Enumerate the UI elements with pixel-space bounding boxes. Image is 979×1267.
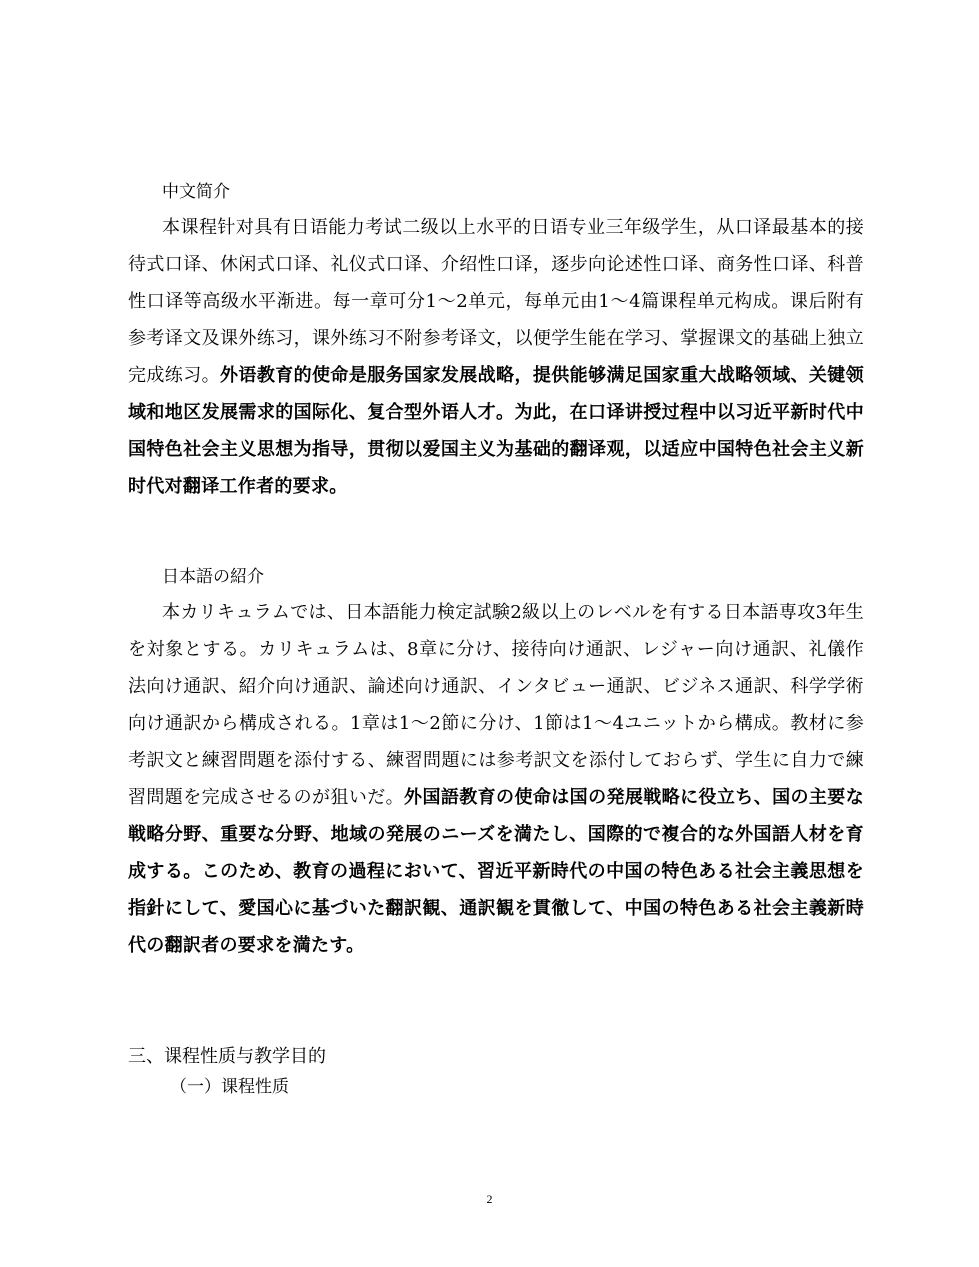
section-3-subheading: （一）课程性质 (170, 1077, 289, 1097)
japanese-intro-bold-text: 外国語教育の使命は国の発展戦略に役立ち、国の主要な戦略分野、重要な分野、地域の発展のニーズを満たし、国際的で複合的な外国語人材を育成する。このため、教育の過程において、習近平新時代の中国の特色ある社会主義思想を指針にして、愛国心に基づいた翻訳観、通訳観を貫徹して、中国の特色ある社会主義新時代の翻訳者の要求を満たす。 (128, 787, 865, 956)
japanese-intro-paragraph (128, 594, 864, 964)
chinese-intro-heading: 中文简介 (162, 182, 230, 202)
section-3-heading: 三、课程性质与教学目的 (128, 1046, 326, 1067)
chinese-intro-section (128, 175, 864, 505)
chinese-intro-bold-text: 外语教育的使命是服务国家发展战略，提供能够满足国家重大战略领域、关键领域和地区发展需求的国际化、复合型外语人才。为此，在口译讲授过程中以习近平新时代中国特色社会主义思想为指导，贯彻以爱国主义为基础的翻译观，以适应中国特色社会主义新时代对翻译工作者的要求。 (128, 365, 864, 497)
japanese-intro-section (128, 560, 864, 964)
chinese-intro-text: 本课程针对具有日语能力考试二级以上水平的日语专业三年级学生，从口译最基本的接待式口译、休闲式口译、礼仪式口译、介绍性口译，逐步向论述性口译、商务性口译、科普性口译等高级水平渐进。每一章可分1～2单元，每单元由1～4篇课程单元构成。课后附有参考译文及课外练习，课外练习不附参考译文，以便学生能在学习、掌握课文的基础上独立完成练习。 (128, 217, 864, 386)
japanese-intro-text: 本カリキュラムでは、日本語能力検定試験2級以上のレベルを有する日本語専攻3年生を対象とする。カリキュラムは、8章に分け、接待向け通訳、レジャー向け通訳、礼儀作法向け通訳、紹介向け通訳、論述向け通訳、インタビュー通訳、ビジネス通訳、科学学術向け通訳から構成される。1章は1～2節に分け、1節は1～4ユニットから構成。教材に参考訳文と練習問題を添付する、練習問題には参考訳文を添付しておらず、学生に自力で練習問題を完成させるのが狙いだ。 (128, 602, 864, 808)
page-number: 2 (486, 1192, 493, 1206)
chinese-intro-paragraph (128, 209, 864, 505)
japanese-intro-heading: 日本語の紹介 (162, 567, 264, 587)
